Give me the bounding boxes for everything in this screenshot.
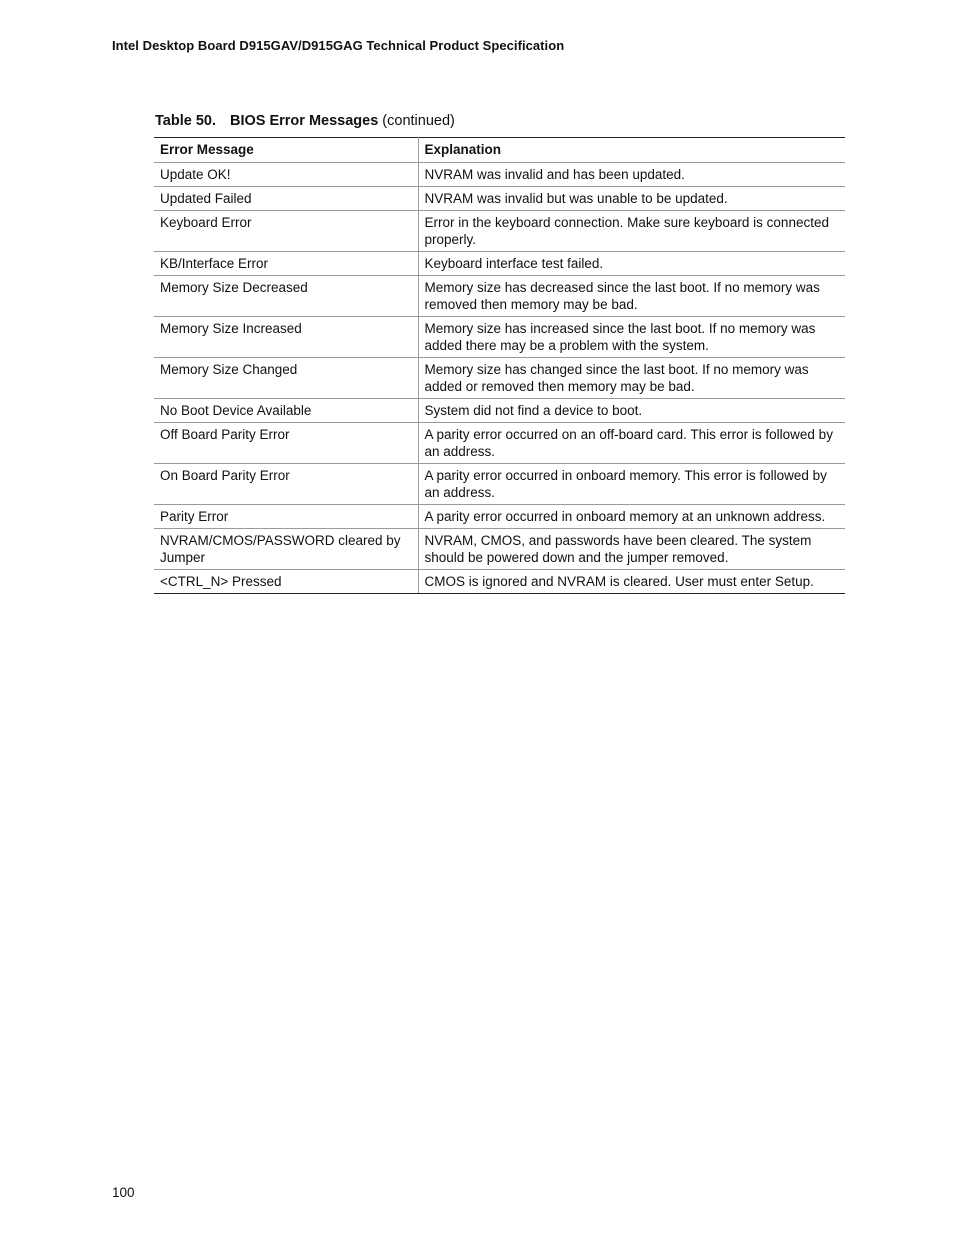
explanation-cell: CMOS is ignored and NVRAM is cleared. User must enter Setup. — [418, 570, 845, 594]
table-row — [154, 464, 845, 505]
table-row — [154, 163, 845, 187]
table-row — [154, 399, 845, 423]
explanation-cell: Memory size has decreased since the last boot. If no memory was removed then memory may be bad. — [418, 276, 845, 317]
table-row — [154, 187, 845, 211]
error-message-cell: <CTRL_N> Pressed — [154, 570, 418, 594]
error-message-cell: KB/Interface Error — [154, 252, 418, 276]
table-row — [154, 211, 845, 252]
explanation-cell: A parity error occurred in onboard memory at an unknown address. — [418, 505, 845, 529]
table-row — [154, 276, 845, 317]
explanation-cell: NVRAM was invalid and has been updated. — [418, 163, 845, 187]
explanation-cell: A parity error occurred in onboard memory. This error is followed by an address. — [418, 464, 845, 505]
error-message-cell: On Board Parity Error — [154, 464, 418, 505]
table-row — [154, 570, 845, 594]
explanation-cell: A parity error occurred on an off-board card. This error is followed by an address. — [418, 423, 845, 464]
explanation-cell: System did not find a device to boot. — [418, 399, 845, 423]
table-row — [154, 252, 845, 276]
table-row — [154, 358, 845, 399]
explanation-cell: Error in the keyboard connection. Make sure keyboard is connected properly. — [418, 211, 845, 252]
explanation-cell: NVRAM, CMOS, and passwords have been cleared. The system should be powered down and the jumper removed. — [418, 529, 845, 570]
table-number: Table 50. — [155, 113, 216, 129]
error-message-cell: Memory Size Increased — [154, 317, 418, 358]
running-header: Intel Desktop Board D915GAV/D915GAG Technical Product Specification — [112, 38, 565, 53]
error-message-cell: Update OK! — [154, 163, 418, 187]
explanation-cell: Memory size has changed since the last boot. If no memory was added or removed then memory may be bad. — [418, 358, 845, 399]
table-row — [154, 505, 845, 529]
error-message-cell: No Boot Device Available — [154, 399, 418, 423]
error-message-cell: NVRAM/CMOS/PASSWORD cleared by Jumper — [154, 529, 418, 570]
column-header-error-message: Error Message — [154, 138, 418, 163]
error-message-cell: Memory Size Changed — [154, 358, 418, 399]
column-header-explanation: Explanation — [418, 138, 845, 163]
error-message-cell: Memory Size Decreased — [154, 276, 418, 317]
error-message-cell: Updated Failed — [154, 187, 418, 211]
table-continued-note: (continued) — [378, 113, 455, 129]
error-message-cell: Keyboard Error — [154, 211, 418, 252]
explanation-cell: NVRAM was invalid but was unable to be updated. — [418, 187, 845, 211]
explanation-cell: Keyboard interface test failed. — [418, 252, 845, 276]
table-header-row — [154, 138, 845, 163]
page-number: 100 — [112, 1185, 135, 1200]
table-row — [154, 423, 845, 464]
table-row — [154, 529, 845, 570]
error-message-cell: Parity Error — [154, 505, 418, 529]
table-title: BIOS Error Messages — [229, 113, 379, 129]
table-caption — [155, 113, 455, 129]
bios-error-messages-table — [154, 137, 845, 594]
table-row — [154, 317, 845, 358]
explanation-cell: Memory size has increased since the last boot. If no memory was added there may be a problem with the system. — [418, 317, 845, 358]
error-message-cell: Off Board Parity Error — [154, 423, 418, 464]
